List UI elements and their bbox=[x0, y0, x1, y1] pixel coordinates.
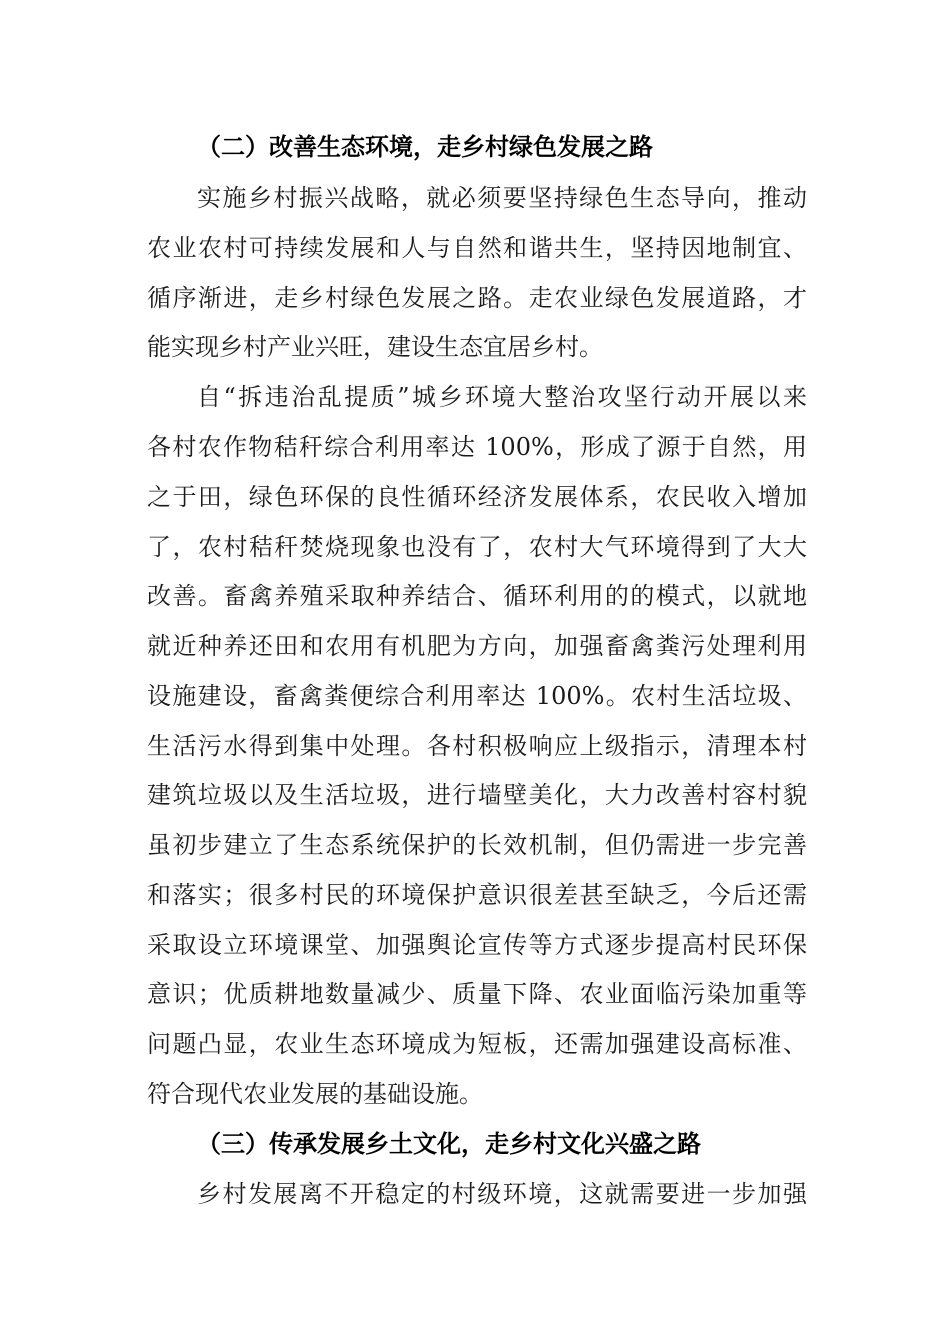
paragraph-2-line-10: 虽初步建立了生态系统保护的长效机制，但仍需进一步完善 bbox=[147, 831, 807, 859]
section-heading-2: （二）改善生态环境，走乡村绿色发展之路 bbox=[197, 133, 653, 161]
paragraph-2-line-6: 就近种养还田和农用有机肥为方向，加强畜禽粪污处理利用 bbox=[147, 632, 807, 660]
paragraph-2-line-12: 采取设立环境课堂、加强舆论宣传等方式逐步提高村民环保 bbox=[147, 931, 807, 959]
paragraph-2-line-7: 设施建设，畜禽粪便综合利用率达 100%。农村生活垃圾、 bbox=[147, 682, 807, 710]
paragraph-2-line-11: 和落实；很多村民的环境保护意识很差甚至缺乏，今后还需 bbox=[147, 881, 807, 909]
paragraph-2-line-5: 改善。畜禽养殖采取种养结合、循环利用的的模式，以就地 bbox=[147, 582, 807, 610]
paragraph-1-line-2: 农业农村可持续发展和人与自然和谐共生，坚持因地制宜、 bbox=[147, 234, 807, 262]
paragraph-3-line-1: 乡村发展离不开稳定的村级环境，这就需要进一步加强 bbox=[197, 1180, 807, 1208]
paragraph-2-line-3: 之于田，绿色环保的良性循环经济发展体系，农民收入增加 bbox=[147, 483, 807, 511]
paragraph-2-line-14: 问题凸显，农业生态环境成为短板，还需加强建设高标准、 bbox=[147, 1030, 807, 1058]
paragraph-2-line-1: 自“拆违治乱提质”城乡环境大整治攻坚行动开展以来 bbox=[197, 383, 807, 411]
section-heading-3: （三）传承发展乡土文化，走乡村文化兴盛之路 bbox=[197, 1130, 701, 1158]
paragraph-2-line-13: 意识；优质耕地数量减少、质量下降、农业面临污染加重等 bbox=[147, 980, 807, 1008]
paragraph-2-line-8: 生活污水得到集中处理。各村积极响应上级指示，清理本村 bbox=[147, 732, 807, 760]
paragraph-1-line-3: 循序渐进，走乡村绿色发展之路。走农业绿色发展道路，才 bbox=[147, 284, 807, 312]
paragraph-2-line-4: 了，农村秸秆焚烧现象也没有了，农村大气环境得到了大大 bbox=[147, 533, 807, 561]
paragraph-1-line-4: 能实现乡村产业兴旺，建设生态宜居乡村。 bbox=[147, 333, 603, 361]
paragraph-1-line-1: 实施乡村振兴战略，就必须要坚持绿色生态导向，推动 bbox=[197, 184, 807, 212]
paragraph-2-line-15: 符合现代农业发展的基础设施。 bbox=[147, 1080, 483, 1108]
paragraph-2-line-2: 各村农作物秸秆综合利用率达 100%，形成了源于自然，用 bbox=[147, 433, 807, 461]
paragraph-2-line-9: 建筑垃圾以及生活垃圾，进行墙壁美化，大力改善村容村貌 bbox=[147, 781, 807, 809]
